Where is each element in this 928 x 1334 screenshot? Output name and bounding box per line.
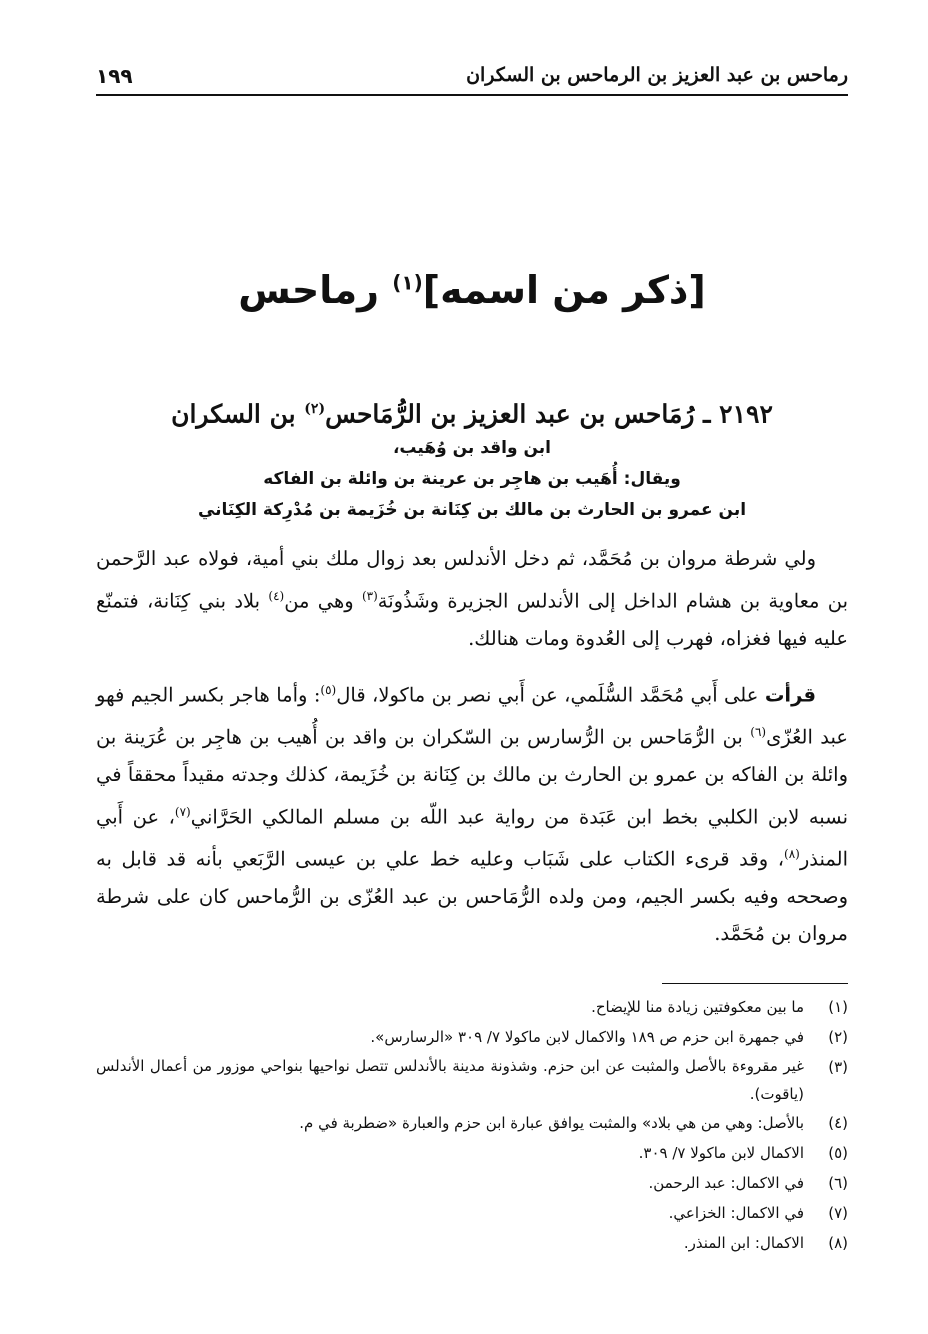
paragraph-1: [96, 540, 848, 657]
footnote-ref-8[interactable]: (٨): [784, 846, 800, 861]
page-number: ١٩٩: [96, 64, 133, 88]
section-heading-text: [ذكر من اسمه]: [422, 268, 706, 312]
running-header: [96, 60, 848, 96]
paragraph-2-text-a: على أَبي مُحَمَّد السُّلَمي، عن أَبي نصر بن ماكولا، قال: [336, 683, 759, 707]
footnote-number: (٥): [828, 1144, 848, 1162]
footnote-text: في الاكمال: عبد الرحمن.: [648, 1174, 804, 1192]
running-title: رماحس بن عبد العزيز بن الرماحس بن السكران: [466, 64, 848, 86]
footnote-number: (٨): [828, 1234, 848, 1252]
paragraph-1-text-c: بلاد بني كِنَانة، فتمنّع عليه فيها فغزاه، فهرب إلى العُدوة ومات هنالك.: [96, 589, 848, 650]
footnote-ref-4[interactable]: (٤): [268, 588, 285, 603]
footnote-item: [96, 1228, 848, 1258]
footnote-number: (٤): [828, 1114, 848, 1132]
paragraph-2: [96, 672, 848, 953]
footnote-text: ما بين معكوفتين زيادة منا للإيضاح.: [591, 998, 804, 1016]
footnote-divider: [662, 983, 848, 984]
paragraph-1-text-b: وهي من: [284, 589, 354, 612]
paragraph-2-text-d: ، عن أَبي المنذر: [96, 805, 848, 870]
footnote-ref-3[interactable]: (٣): [361, 588, 378, 603]
footnote-text: الاكمال لابن ماكولا ٧/ ٣٠٩.: [638, 1144, 804, 1162]
footnote-ref-6[interactable]: (٦): [750, 725, 767, 739]
footnote-ref-2[interactable]: (٢): [304, 401, 326, 417]
footnote-text: في جمهرة ابن حزم ص ١٨٩ والاكمال لابن ماكولا ٧/ ٣٠٩ «الرسارس».: [370, 1028, 804, 1046]
paragraph-2-lead-word: قرأت: [764, 683, 816, 707]
footnote-item: [96, 1022, 848, 1052]
lineage-line-3: ابن عمرو بن الحارث بن مالك بن كِنَانة بن خُزَيمة بن مُدْرِكة الكِنَاني: [197, 500, 747, 521]
footnote-text: غير مقروءة بالأصل والمثبت عن ابن حزم. وشذونة مدينة بالأندلس تتصل نواحيها بنواحي موزور من أعمال الأندلس (ياقوت).: [96, 1057, 804, 1103]
entry-heading: [96, 390, 848, 526]
paragraph-1-text-a: ولي شرطة مروان بن مُحَمَّد، ثم دخل الأندلس بعد زوال ملك بني أمية، فولاه عبد الرَّحمن بن معاوية بن هشام الداخل إلى الأندلس الجزيرة وشَذُونَة: [96, 547, 849, 612]
section-heading-name: رماحس: [238, 268, 379, 312]
footnote-item: [96, 1198, 848, 1228]
footnote-number: (٧): [828, 1204, 848, 1222]
entry-title: [96, 390, 848, 433]
footnote-number: (٣): [828, 1058, 848, 1076]
footnote-item: [96, 1108, 848, 1138]
footnote-item: [96, 1138, 848, 1168]
footnote-text: في الاكمال: الخزاعي.: [668, 1204, 804, 1222]
footnote-item: [96, 1168, 848, 1198]
lineage-line-2: ويقال: أُهَيب بن هاجِر بن عرينة بن وائلة بن الفاكه: [263, 469, 681, 490]
paragraph-2-text-c: بن الرُّمَاحس بن الرُّسارس بن السّكران بن واقد بن أُهيب بن هاجِر بن عُرَينة بن وائلة بن الفاكه بن عمرو بن الحارث بن مالك بن كِنَانة بن خُزَيمة، كذلك وجدته مقيداً محققاً في نسبه لابن الكلبي بخط ابن عَبَدة من رواية عبد اللّه بن مسلم المالكي الحَرَّاني: [96, 725, 848, 828]
footnote-ref-1[interactable]: (١): [392, 270, 423, 295]
paragraph-2-text-e: ، وقد قرىء الكتاب على شَبَاب وعليه خط علي بن عيسى الرَّبَعي بأنه قد قابل به وصححه وفيه بكسر الجيم، ومن ولده الرُّمَاحس بن عبد العُزّى بن الرُّماحس كان على شرطة مروان بن مُحَمَّد.: [96, 847, 848, 945]
footnote-ref-5[interactable]: (٥): [320, 683, 337, 697]
footnote-number: (٢): [828, 1028, 848, 1046]
entry-title-part-a: ٢١٩٢ ـ رُمَاحس بن عبد العزيز بن الرُّمَاحس: [325, 399, 773, 429]
footnote-number: (١): [828, 998, 848, 1016]
entry-title-part-b: بن السكران: [171, 399, 296, 429]
section-heading: [96, 268, 848, 312]
footnote-ref-7[interactable]: (٧): [174, 804, 191, 819]
footnotes: [96, 992, 848, 1258]
footnote-item: [96, 1052, 848, 1108]
footnote-number: (٦): [828, 1174, 848, 1192]
footnote-text: الاكمال: ابن المنذر.: [683, 1234, 804, 1252]
lineage-line-1: ابن واقد بن وُهَيب،: [392, 438, 552, 459]
paragraph-2-text-b: : وأما هاجر بكسر الجيم فهو عبد العُزّى: [96, 683, 848, 749]
footnote-item: [96, 992, 848, 1022]
footnote-text: بالأصل: وهي من هي بلاد» والمثبت يوافق عبارة ابن حزم والعبارة «ضطربة في م.: [299, 1114, 804, 1132]
